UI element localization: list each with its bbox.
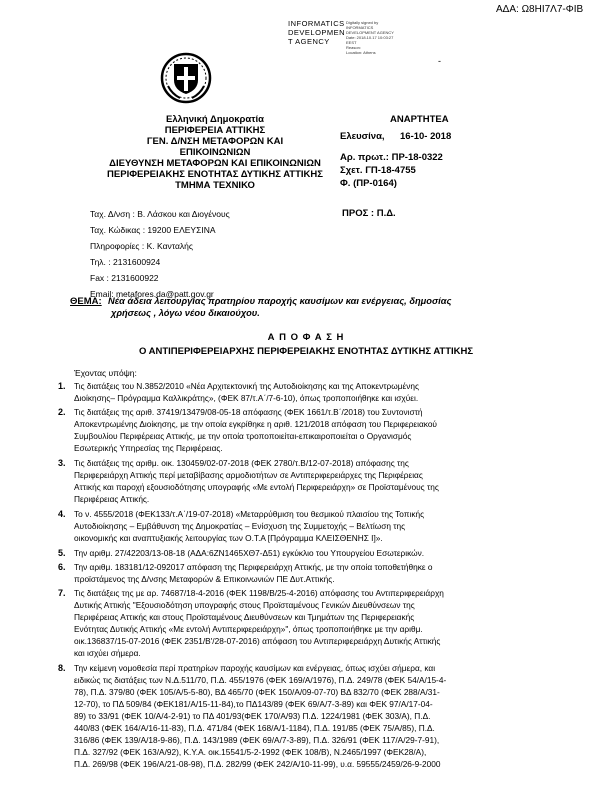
item-text-line: Συμβουλίου Περιφέρειας Αττικής, με την οποία τροποποιείται-επικαιροποιείται ο Οργανισμός [74, 431, 412, 441]
item-text-line: οικονομικής και αναπτυξιακής λειτουργίας των Ο.Τ.Α [Πρόγραμμα ΚΛΕΙΣΘΕΝΗΣ Ι]». [74, 533, 383, 543]
item-text-line: Τις διατάξεις της αριθ. 37419/13479/08-05-18 απόφασης (ΦΕΚ 1661/τ.Β΄/2018) του Συντονιστή [74, 407, 423, 417]
item-text-line: Αποκεντρωμένης Διοίκησης, με την οποία εγκρίθηκε η αριθ. 121/2018 απόφαση του Περιφερειακού [74, 419, 437, 429]
item-number: 4. [58, 509, 66, 519]
item-text-line: Την αριθμ. 183181/12-092017 απόφαση της Περιφερειάρχη Αττικής, με την οποία τοποθετήθηκε ο [74, 562, 433, 572]
dash-mark: - [438, 56, 441, 66]
file-reference: Φ. (ΠΡ-0164) [340, 178, 397, 189]
item-text-line: Διοίκησης– Πρόγραμμα Καλλικράτης», (ΦΕΚ 87/τ.Α΄/7-6-10), όπως τροποποιήθηκε και ισχύει. [74, 393, 419, 403]
info-line-1: INFORMATICS [288, 19, 345, 28]
contact-postcode: Ταχ. Κώδικας : 19200 ΕΛΕΥΣΙΝΑ [90, 225, 216, 235]
recipient-label: ΠΡΟΣ : Π.Δ. [342, 208, 396, 219]
authority-line: ΠΕΡΙΦΕΡΕΙΑΚΗΣ ΕΝΟΤΗΤΑΣ ΔΥΤΙΚΗΣ ΑΤΤΙΚΗΣ [107, 169, 323, 180]
authority-line: ΠΕΡΙΦΕΡΕΙΑ ΑΤΤΙΚΗΣ [164, 125, 266, 136]
considering-intro: Έχοντας υπόψη: [74, 368, 137, 378]
place-label: Ελευσίνα, [340, 131, 385, 142]
item-text-line: Περιφέρειας Αττικής. [74, 494, 150, 504]
digital-signature: Digitally signed by INFORMATICS DEVELOPMENT AGENCY Date: 2018.10.17 10:03:27 EEST Reason: Location: Athens [346, 20, 394, 55]
item-text-line: Περιφερειάρχη Αττικής περί μεταβίβασης αρμοδιοτήτων σε Αντιπεριφερειάρχες της Περιφέρειας [74, 470, 423, 480]
item-text-line: Δυτικής Αττικής "Εξουσιοδότηση υπογραφής στους Προϊσταμένους Γενικών Διευθύνσεων της [74, 600, 415, 610]
item-number: 1. [58, 381, 66, 391]
authority-line: ΓΕΝ. Δ/ΝΣΗ ΜΕΤΑΦΟΡΩΝ ΚΑΙ [146, 136, 284, 147]
document-date: 16-10- 2018 [400, 131, 452, 142]
item-text-line: Π.Δ. 327/92 (ΦΕΚ 163/Α/92), Κ.Υ.Α. οικ.15541/5-2-1992 (ΦΕΚ 108/Β), Ν.2465/1997 (ΦΕΚ28/Α), [74, 747, 427, 757]
contact-phone: Τηλ. : 2131600924 [90, 257, 161, 267]
decision-subtitle: Ο ΑΝΤΙΠΕΡΙΦΕΡΕΙΑΡΧΗΣ ΠΕΡΙΦΕΡΕΙΑΚΗΣ ΕΝΟΤΗΤΑΣ ΔΥΤΙΚΗΣ ΑΤΤΙΚΗΣ [138, 346, 474, 357]
item-text-line: Τις διατάξεις της αριθμ. οικ. 130459/02-07-2018 (ΦΕΚ 2780/τ.Β/12-07-2018) απόφασης της [74, 458, 409, 468]
item-text-line: Τις διατάξεις της με αρ. 74687/18-4-2016 (ΦΕΚ 1198/Β/25-4-2016) απόφασης του Αντιπεριφερειάρχη [74, 588, 444, 598]
item-text-line: Περιφέρειας Αττικής και στους Προϊσταμένους Διευθύνσεων και Τμημάτων της Περιφερειακής [74, 612, 415, 622]
item-text-line: 12-70), το ΠΔ 509/84 (ΦΕΚ181/Α/15-11-84),το ΠΔ143/89 (ΦΕΚ 69/Α/7-3-89) και ΦΕΚ 97/Α/17-04- [74, 699, 433, 709]
authority-line: ΕΠΙΚΟΙΝΩΝΙΩΝ [179, 147, 251, 158]
item-text-line: ειδικώς τις διατάξεις των Ν.Δ.511/70, Π.Δ. 455/1976 (ΦΕΚ 169/Α/1976), Π.Δ. 249/78 (ΦΕΚ 54/Α/15-4- [74, 675, 447, 685]
related-reference: Σχετ. ΓΠ-18-4755 [340, 165, 416, 176]
item-text-line: Την κείμενη νομοθεσία περί πρατηρίων παροχής καυσίμων και ενέργειας, όπως ισχύει σήμερα, και [74, 663, 436, 673]
contact-info-person: Πληροφορίες : Κ. Κανταλής [90, 241, 193, 251]
item-text-line: Αττικής και παροχή εξουσιοδότησης υπογραφής «Με εντολή Περιφερειάρχη» σε Προϊσταμένους της [74, 482, 439, 492]
item-number: 6. [58, 562, 66, 572]
item-text-line: Ενότητας Δυτικής Αττικής «Με εντολή Αντιπεριφερειάρχη»", όπως τροποποιήθηκε με την αριθμ. [74, 624, 423, 634]
item-text-line: 78), Π.Δ. 379/80 (ΦΕΚ 105/Α/5-5-80), ΒΔ 465/70 (ΦΕΚ 150/Α/09-07-70) ΒΔ 832/70 (ΦΕΚ 288/Α/31- [74, 687, 440, 697]
item-text-line: Το ν. 4555/2018 (ΦΕΚ133/τ.Α΄/19-07-2018) «Μεταρρύθμιση του θεσμικού πλαισίου της Τοπικής [74, 509, 425, 519]
item-text-line: Την αριθμ. 27/42203/13-08-18 (ΑΔΑ:6ΖΝ1465ΧΘ7-Δ51) εγκύκλιο του Υπουργείου Εσωτερικών. [74, 548, 425, 558]
contact-block [90, 206, 230, 302]
item-text-line: 89) το 33/91 (ΦΕΚ 10/Α/4-2-91) το ΠΔ 401/93(ΦΕΚ 170/Α/93) Π.Δ. 1224/1981 (ΦΕΚ 303/Α), Π.Δ. [74, 711, 431, 721]
item-number: 8. [58, 663, 66, 673]
contact-email: Email: metafores.da@patt.gov.gr [90, 289, 214, 299]
item-text-line: Τις διατάξεις του Ν.3852/2010 «Νέα Αρχιτεκτονική της Αυτοδιοίκησης και της Αποκεντρωμένης [74, 381, 419, 391]
decision-title: Α Π Ο Φ Α Σ Η [267, 332, 345, 343]
item-number: 3. [58, 458, 66, 468]
authority-block [90, 114, 340, 191]
protocol-number: Αρ. πρωτ.: ΠΡ-18-0322 [340, 152, 443, 163]
subject-label: ΘΕΜΑ: [70, 296, 102, 307]
authority-line: ΤΜΗΜΑ ΤΕΧΝΙΚΟ [175, 180, 255, 191]
item-text-line: Εσωτερικής Υπηρεσίας της Περιφέρειας. [74, 443, 223, 453]
item-number: 7. [58, 588, 66, 598]
authority-line: ΔΙΕΥΘΥΝΣΗ ΜΕΤΑΦΟΡΩΝ ΚΑΙ ΕΠΙΚΟΙΝΩΝΙΩΝ [109, 158, 321, 169]
item-text-line: Π.Δ. 269/98 (ΦΕΚ 196/Α/21-08-98), Π.Δ. 282/99 (ΦΕΚ 242/Α/10-11-99), υ.α. 59555/2459/26-9-2000 [74, 759, 441, 769]
item-text-line: 440/83 (ΦΕΚ 164/Α/16-11-83), Π.Δ. 471/84 (ΦΕΚ 168/Α/1-1184), Π.Δ. 191/85 (ΦΕΚ 75/Α/85), Π.Δ. [74, 723, 435, 733]
item-text-line: και ισχύει σήμερα. [74, 648, 141, 658]
item-number: 5. [58, 548, 66, 558]
item-text-line: προϊστάμενος της Δ/νσης Μεταφορών & Επικοινωνιών ΠΕ Δυτ.Αττικής. [74, 574, 335, 584]
contact-fax: Fax : 2131600922 [90, 273, 159, 283]
authority-line: Ελληνική Δημοκρατία [166, 114, 264, 125]
item-number: 2. [58, 407, 66, 417]
posted-label: ΑΝΑΡΤΗΤΕΑ [390, 114, 449, 125]
item-text-line: Αυτοδιοίκησης – Εμβάθυνση της Δημοκρατίας – Ενίσχυση της Συμμετοχής – Βελτίωση της [74, 521, 406, 531]
info-line-3: T AGENCY [288, 37, 330, 46]
ada-code: ΑΔΑ: Ω8ΗΙ7Λ7-ΦΙΒ [496, 4, 584, 15]
subject-line-1: Νέα άδεια λειτουργίας πρατηρίου παροχής καυσίμων και ενέργειας, δημοσίας [108, 296, 452, 306]
item-text-line: οικ.136837/15-07-2016 (ΦΕΚ 2351/Β'/28-07-2016) απόφαση του Αντιπεριφερειάρχη Δυτικής Αττικής [74, 636, 441, 646]
item-text-line: 316/86 (ΦΕΚ 139/Α/18-9-86), Π.Δ. 143/1989 (ΦΕΚ 69/Α/7-3-89), Π.Δ. 326/91 (ΦΕΚ 117/Α/29-7-91), [74, 735, 440, 745]
subject-line-2: χρήσεως , λόγω νέου δικαιούχου. [111, 308, 260, 318]
greek-coat-of-arms-icon [160, 52, 212, 104]
info-line-2: DEVELOPMEN [288, 28, 346, 37]
contact-address: Ταχ. Δ/νση : Β. Λάσκου και Διογένους [90, 209, 230, 219]
